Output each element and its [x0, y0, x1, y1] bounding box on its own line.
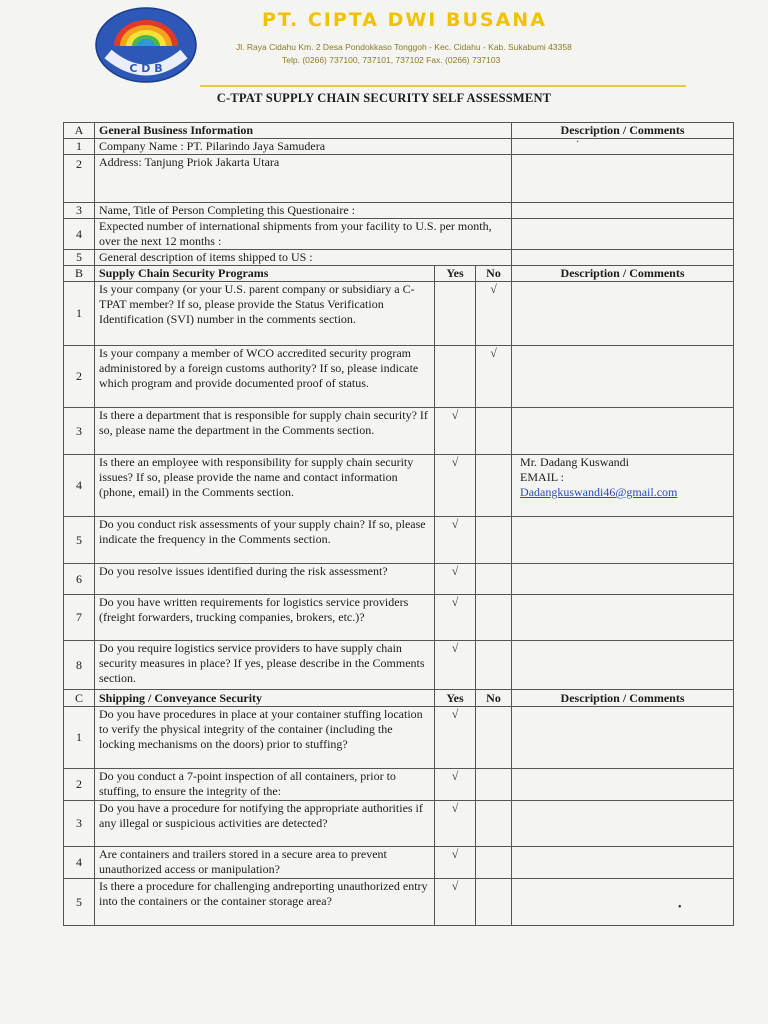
comment-cell[interactable] — [512, 847, 734, 879]
comment-cell[interactable] — [512, 879, 734, 926]
section-letter: C — [64, 690, 95, 707]
comment-cell[interactable] — [512, 595, 734, 641]
row-number: 2 — [64, 346, 95, 408]
description-heading: Description / Comments — [512, 690, 734, 707]
row-number: 3 — [64, 203, 95, 219]
section-letter: A — [64, 123, 95, 139]
comment-cell[interactable] — [512, 517, 734, 564]
no-cell[interactable] — [476, 408, 512, 455]
yes-cell[interactable] — [435, 801, 476, 847]
company-address: Jl. Raya Cidahu Km. 2 Desa Pondokkaso Tonggoh - Kec. Cidahu - Kab. Sukabumi 43358 — [236, 42, 572, 52]
check-mark-icon: √ — [490, 346, 497, 360]
comment-cell[interactable] — [512, 455, 734, 517]
table-row — [64, 641, 734, 690]
no-cell[interactable] — [476, 595, 512, 641]
yes-cell[interactable] — [435, 564, 476, 595]
row-number: 5 — [64, 517, 95, 564]
no-cell[interactable] — [476, 847, 512, 879]
question-text: Are containers and trailers stored in a secure area to prevent unauthorized access or manipulation? — [95, 847, 435, 879]
question-text: Expected number of international shipments from your facility to U.S. per month, over the next 12 months : — [95, 219, 512, 250]
comment-cell[interactable] — [512, 282, 734, 346]
yes-cell[interactable] — [435, 455, 476, 517]
comment-cell[interactable] — [512, 707, 734, 769]
no-cell[interactable] — [476, 564, 512, 595]
yes-cell[interactable] — [435, 641, 476, 690]
comment-cell[interactable] — [512, 139, 734, 155]
contact-email-link[interactable]: Dadangkuswandi46@gmail.com — [520, 485, 678, 499]
yes-heading: Yes — [435, 266, 476, 282]
comment-cell[interactable] — [512, 801, 734, 847]
question-text: Do you conduct risk assessments of your supply chain? If so, please indicate the frequency in the Comments section. — [95, 517, 435, 564]
check-mark-icon: √ — [451, 801, 459, 815]
question-text: Do you conduct a 7-point inspection of all containers, prior to stuffing, to ensure the integrity of the: — [95, 769, 435, 801]
check-mark-icon: √ — [490, 282, 497, 296]
company-name: PT. CIPTA DWI BUSANA — [262, 9, 547, 31]
section-b-header — [64, 266, 734, 282]
description-heading: Description / Comments — [512, 266, 734, 282]
check-mark-icon: √ — [451, 517, 459, 531]
check-mark-icon: √ — [451, 455, 459, 469]
question-text: Is there a department that is responsible for supply chain security? If so, please name the department in the Comments section. — [95, 408, 435, 455]
check-mark-icon: √ — [451, 769, 459, 783]
no-cell[interactable] — [476, 346, 512, 408]
row-number: 4 — [64, 455, 95, 517]
table-row — [64, 879, 734, 926]
contact-name: Mr. Dadang Kuswandi — [520, 455, 630, 469]
row-number: 3 — [64, 408, 95, 455]
no-cell[interactable] — [476, 879, 512, 926]
logo-text: C D B — [129, 62, 163, 75]
comment-cell[interactable] — [512, 219, 734, 250]
table-row — [64, 847, 734, 879]
row-number: 1 — [64, 282, 95, 346]
contact-email-label: EMAIL : — [520, 470, 564, 484]
comment-cell[interactable] — [512, 203, 734, 219]
table-row — [64, 219, 734, 250]
check-mark-icon: √ — [451, 595, 459, 609]
question-text: Is your company (or your U.S. parent company or subsidiary a C-TPAT member? If so, please provide the Status Verification Identification (SVI) number in the comments section. — [95, 282, 435, 346]
section-heading: Shipping / Conveyance Security — [95, 690, 435, 707]
question-text: Do you require logistics service providers to have supply chain security measures in place? If yes, please describe in the Comments section. — [95, 641, 435, 690]
table-row — [64, 282, 734, 346]
scan-mark: · — [576, 137, 580, 148]
table-row — [64, 250, 734, 266]
table-row — [64, 408, 734, 455]
company-logo — [94, 6, 198, 84]
no-cell[interactable] — [476, 769, 512, 801]
table-row — [64, 455, 734, 517]
no-cell[interactable] — [476, 517, 512, 564]
question-text: Address: Tanjung Priok Jakarta Utara — [95, 155, 512, 203]
row-number: 1 — [64, 139, 95, 155]
scan-mark: • — [678, 902, 682, 913]
company-phone: Telp. (0266) 737100, 737101, 737102 Fax. (0266) 737103 — [282, 55, 501, 65]
check-mark-icon: √ — [451, 879, 459, 893]
row-number: 4 — [64, 219, 95, 250]
no-cell[interactable] — [476, 455, 512, 517]
row-number: 7 — [64, 595, 95, 641]
row-number: 3 — [64, 801, 95, 847]
yes-cell[interactable] — [435, 517, 476, 564]
table-row — [64, 769, 734, 801]
row-number: 5 — [64, 250, 95, 266]
question-text: Name, Title of Person Completing this Questionaire : — [95, 203, 512, 219]
question-text: Company Name : PT. Pilarindo Jaya Samudera — [95, 139, 512, 155]
table-row — [64, 155, 734, 203]
no-cell[interactable] — [476, 641, 512, 690]
comment-cell[interactable] — [512, 346, 734, 408]
no-heading: No — [476, 266, 512, 282]
row-number: 5 — [64, 879, 95, 926]
description-heading: Description / Comments — [512, 123, 734, 139]
document-title: C-TPAT SUPPLY CHAIN SECURITY SELF ASSESSMENT — [216, 91, 552, 105]
row-number: 6 — [64, 564, 95, 595]
no-cell[interactable] — [476, 801, 512, 847]
comment-cell[interactable] — [512, 155, 734, 203]
yes-cell[interactable] — [435, 707, 476, 769]
row-number: 4 — [64, 847, 95, 879]
letterhead-divider — [200, 85, 686, 87]
assessment-table — [63, 122, 734, 926]
row-number: 2 — [64, 769, 95, 801]
yes-cell[interactable] — [435, 346, 476, 408]
question-text: Do you resolve issues identified during the risk assessment? — [95, 564, 435, 595]
question-text: Do you have written requirements for logistics service providers (freight forwarders, trucking companies, brokers, etc.)? — [95, 595, 435, 641]
check-mark-icon: √ — [451, 641, 459, 655]
check-mark-icon: √ — [451, 707, 459, 721]
row-number: 2 — [64, 155, 95, 203]
section-letter: B — [64, 266, 95, 282]
check-mark-icon: √ — [451, 847, 459, 861]
yes-cell[interactable] — [435, 847, 476, 879]
yes-cell[interactable] — [435, 769, 476, 801]
table-row — [64, 707, 734, 769]
table-row — [64, 139, 734, 155]
row-number: 1 — [64, 707, 95, 769]
row-number: 8 — [64, 641, 95, 690]
comment-cell[interactable] — [512, 408, 734, 455]
question-text: Is your company a member of WCO accredited security program administored by a foreign customs authority? If so, please indicate which program and provide documented proof of status. — [95, 346, 435, 408]
no-cell[interactable] — [476, 282, 512, 346]
table-row — [64, 564, 734, 595]
comment-cell[interactable] — [512, 769, 734, 801]
question-text: Do you have procedures in place at your container stuffing location to verify the physical integrity of the container (including the locking mechanisms on the doors) prior to stuffing? — [95, 707, 435, 769]
section-heading: General Business Information — [95, 123, 512, 139]
question-text: Do you have a procedure for notifying the appropriate authorities if any illegal or suspicious activities are detected? — [95, 801, 435, 847]
table-row — [64, 801, 734, 847]
table-row — [64, 346, 734, 408]
comment-cell[interactable] — [512, 250, 734, 266]
check-mark-icon: √ — [451, 408, 459, 422]
section-heading: Supply Chain Security Programs — [95, 266, 435, 282]
table-row — [64, 517, 734, 564]
question-text: General description of items shipped to US : — [95, 250, 512, 266]
yes-cell[interactable] — [435, 879, 476, 926]
comment-cell[interactable] — [512, 564, 734, 595]
question-text: Is there an employee with responsibility for supply chain security issues? If so, please provide the name and contact information (phone, email) in the Comments section. — [95, 455, 435, 517]
table-row — [64, 203, 734, 219]
yes-cell[interactable] — [435, 408, 476, 455]
no-heading: No — [476, 690, 512, 707]
yes-cell[interactable] — [435, 595, 476, 641]
question-text: Is there a procedure for challenging andreporting unauthorized entry into the containers or the container storage area? — [95, 879, 435, 926]
no-cell[interactable] — [476, 707, 512, 769]
comment-cell[interactable] — [512, 641, 734, 690]
check-mark-icon: √ — [451, 564, 459, 578]
yes-heading: Yes — [435, 690, 476, 707]
section-c-header — [64, 690, 734, 707]
yes-cell[interactable] — [435, 282, 476, 346]
table-row — [64, 595, 734, 641]
section-a-header — [64, 123, 734, 139]
